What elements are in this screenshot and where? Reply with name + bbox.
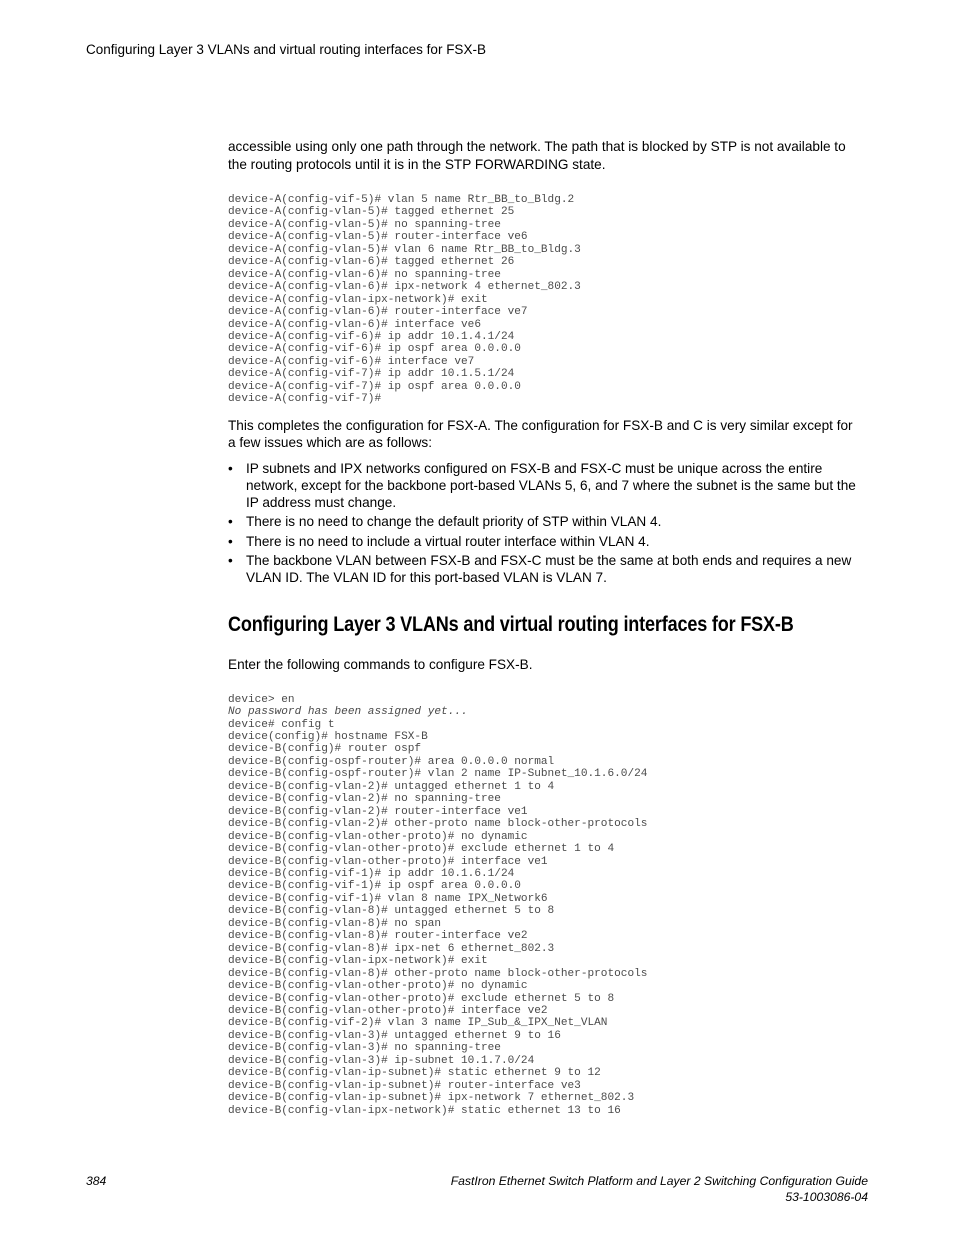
code-line: device-A(config-vlan-5)# vlan 6 name Rtr_BB_to_Bldg.3 [228, 243, 581, 256]
code-line: device# config t [228, 718, 335, 731]
code-line: device-B(config-vlan-2)# untagged ethernet 1 to 4 [228, 780, 555, 793]
code-line: device-A(config-vif-6)# ip addr 10.1.4.1/24 [228, 330, 515, 343]
guide-title: FastIron Ethernet Switch Platform and Layer 2 Switching Configuration Guide [450, 1174, 868, 1188]
code-line: device-B(config-ospf-router)# vlan 2 name IP-Subnet_10.1.6.0/24 [228, 768, 648, 781]
list-item [228, 533, 858, 550]
code-line: device-B(config)# router ospf [228, 743, 422, 756]
bullet-icon: • [228, 552, 233, 568]
code-line: device-A(config-vif-7)# [228, 393, 382, 406]
code-line: device-B(config-vif-2)# vlan 3 name IP_Sub_&_IPX_Net_VLAN [228, 1017, 608, 1030]
code-line: device-A(config-vlan-6)# interface ve6 [228, 318, 481, 331]
running-header: Configuring Layer 3 VLANs and virtual routing interfaces for FSX-B [86, 42, 486, 57]
completion-paragraph: This completes the configuration for FSX-A. The configuration for FSX-B and C is very similar except for a few issues which are as follows: [228, 417, 853, 451]
code-line: device-B(config-vlan-8)# router-interface ve2 [228, 930, 528, 943]
list-item [228, 552, 858, 586]
page-number: 384 [86, 1174, 107, 1188]
code-line: device-B(config-vif-1)# vlan 8 name IPX_Network6 [228, 892, 548, 905]
code-line: device-B(config-vlan-8)# other-proto name block-other-protocols [228, 967, 648, 980]
code-line: device-B(config-vlan-other-proto)# interface ve1 [228, 855, 548, 868]
list-item-text: IP subnets and IPX networks configured on FSX-B and FSX-C must be unique across the entire network, except for the backbone port-based VLANs 5, 6, and 7 where the subnet is the same but the IP address must change. [246, 460, 856, 511]
code-line: device-B(config-vlan-other-proto)# exclude ethernet 5 to 8 [228, 992, 615, 1005]
code-line: device-A(config-vlan-6)# tagged ethernet 26 [228, 256, 515, 269]
code-line: device-A(config-vlan-5)# router-interface ve6 [228, 231, 528, 244]
section-intro: Enter the following commands to configure FSX-B. [228, 657, 533, 673]
code-line: device-A(config-vlan-5)# tagged ethernet 25 [228, 206, 515, 219]
code-line: device-B(config-vlan-ipx-network)# exit [228, 955, 488, 968]
code-line: device-B(config-vlan-ip-subnet)# ipx-network 7 ethernet_802.3 [228, 1092, 635, 1105]
code-line: device-B(config-vlan-ip-subnet)# static ethernet 9 to 12 [228, 1067, 601, 1080]
code-line: device-B(config-vlan-other-proto)# exclude ethernet 1 to 4 [228, 843, 615, 856]
code-line: device-B(config-vlan-other-proto)# no dynamic [228, 980, 528, 993]
list-item-text: The backbone VLAN between FSX-B and FSX-C must be the same at both ends and requires a new VLAN ID. The VLAN ID for this port-based VLAN is VLAN 7. [246, 552, 852, 585]
code-line: device-B(config-vlan-3)# ip-subnet 10.1.7.0/24 [228, 1054, 535, 1067]
code-block-fsx-b [228, 694, 858, 1117]
code-line: device-B(config-vlan-2)# other-proto name block-other-protocols [228, 818, 648, 831]
code-line: device-B(config-vlan-ipx-network)# static ethernet 13 to 16 [228, 1104, 621, 1117]
list-item-text: There is no need to change the default priority of STP within VLAN 4. [246, 514, 662, 530]
code-line: device-A(config-vlan-ipx-network)# exit [228, 293, 488, 306]
footer-title-block [451, 1174, 868, 1205]
code-line: device-A(config-vif-6)# ip ospf area 0.0.0.0 [228, 343, 521, 356]
page-content [228, 138, 858, 1117]
code-line: device-A(config-vif-5)# vlan 5 name Rtr_BB_to_Bldg.2 [228, 194, 575, 206]
intro-paragraph: accessible using only one path through the network. The path that is blocked by STP is not available to the routing protocols until it is in the STP FORWARDING state. [228, 139, 846, 172]
code-line: device-A(config-vlan-6)# no spanning-tree [228, 268, 501, 281]
code-line: No password has been assigned yet... [228, 706, 468, 719]
code-line: device-B(config-vlan-2)# no spanning-tree [228, 793, 501, 806]
code-line: device-A(config-vlan-6)# ipx-network 4 ethernet_802.3 [228, 281, 581, 294]
code-line: device> en [228, 693, 295, 706]
code-line: device-A(config-vif-7)# ip ospf area 0.0.0.0 [228, 380, 521, 393]
issues-list [228, 460, 858, 586]
code-line: device-B(config-ospf-router)# area 0.0.0.0 normal [228, 755, 555, 768]
code-line: device-B(config-vif-1)# ip addr 10.1.6.1/24 [228, 867, 515, 880]
code-block-fsx-a [228, 194, 858, 406]
bullet-icon: • [228, 514, 233, 530]
code-line: device(config)# hostname FSX-B [228, 730, 428, 743]
code-line: device-A(config-vif-7)# ip addr 10.1.5.1/24 [228, 368, 515, 381]
code-line: device-A(config-vlan-5)# no spanning-tree [228, 218, 501, 231]
code-line: device-B(config-vlan-3)# no spanning-tree [228, 1042, 501, 1055]
code-line: device-B(config-vlan-8)# no span [228, 917, 442, 930]
code-line: device-B(config-vlan-other-proto)# interface ve2 [228, 1004, 548, 1017]
code-line: device-B(config-vlan-8)# ipx-net 6 ethernet_802.3 [228, 942, 555, 955]
bullet-icon: • [228, 533, 233, 549]
list-item [228, 460, 858, 512]
bullet-icon: • [228, 460, 233, 476]
code-line: device-B(config-vif-1)# ip ospf area 0.0.0.0 [228, 880, 521, 893]
code-line: device-B(config-vlan-3)# untagged ethernet 9 to 16 [228, 1029, 561, 1042]
code-line: device-A(config-vlan-6)# router-interface ve7 [228, 306, 528, 319]
code-line: device-B(config-vlan-ip-subnet)# router-interface ve3 [228, 1079, 581, 1092]
list-item-text: There is no need to include a virtual router interface within VLAN 4. [246, 533, 650, 549]
code-line: device-B(config-vlan-other-proto)# no dynamic [228, 830, 528, 843]
code-line: device-B(config-vlan-2)# router-interface ve1 [228, 805, 528, 818]
list-item [228, 513, 858, 530]
section-heading: Configuring Layer 3 VLANs and virtual routing interfaces for FSX-B [228, 613, 794, 637]
code-line: device-A(config-vif-6)# interface ve7 [228, 355, 475, 368]
doc-number: 53-1003086-04 [785, 1189, 868, 1204]
code-line: device-B(config-vlan-8)# untagged ethernet 5 to 8 [228, 905, 555, 918]
